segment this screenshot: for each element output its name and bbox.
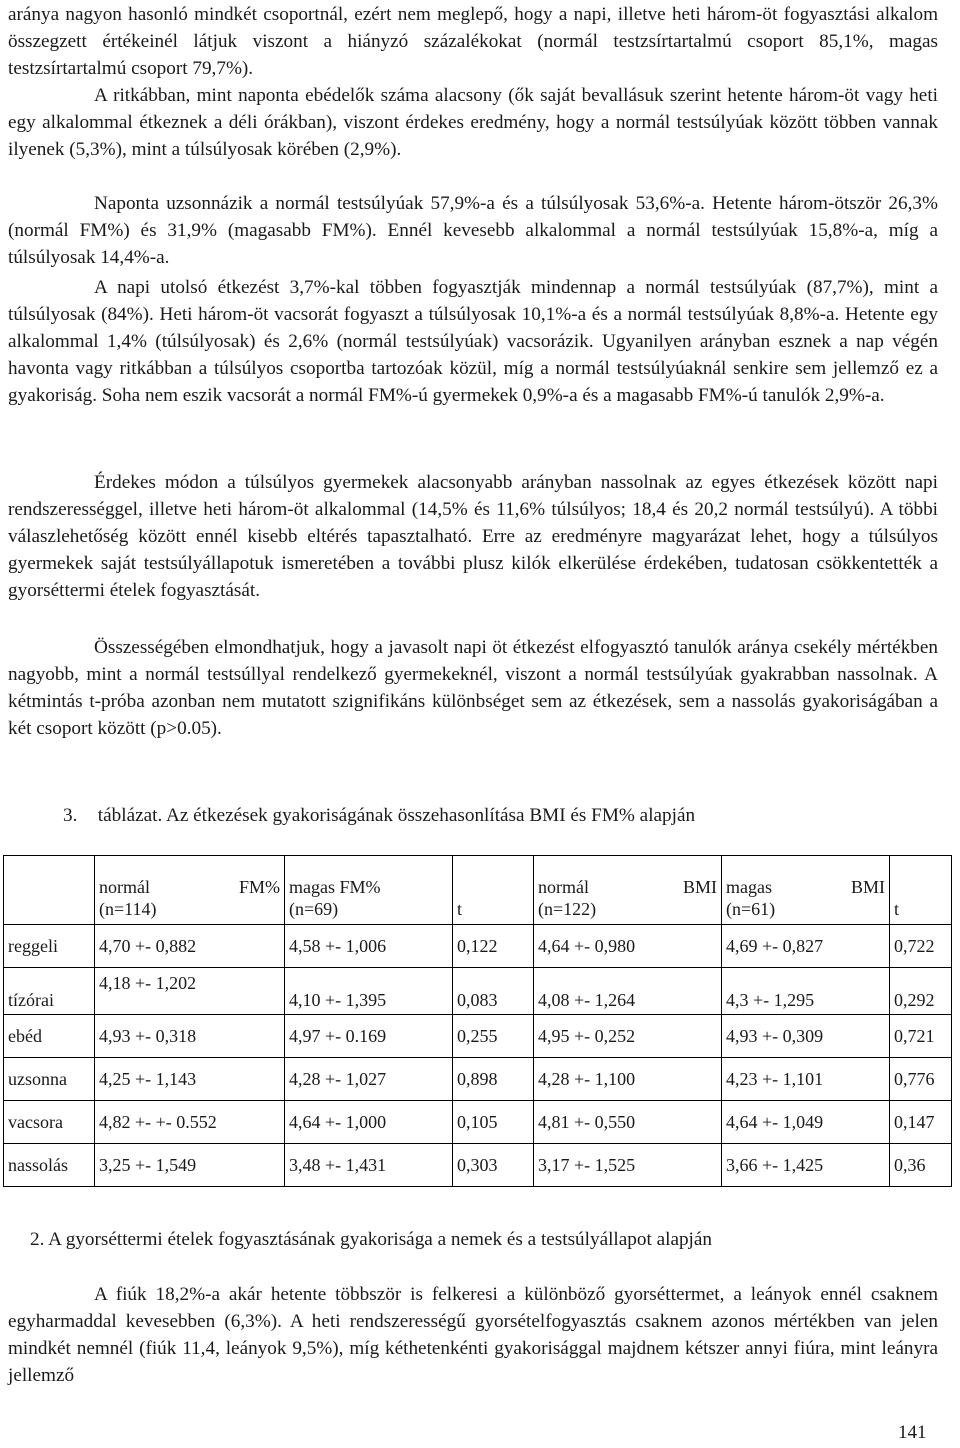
table-row-label: uzsonna bbox=[4, 1058, 95, 1101]
table-cell: 0,292 bbox=[890, 968, 952, 1015]
table-cell: 4,08 +- 1,264 bbox=[534, 968, 722, 1015]
table-cell: 0,36 bbox=[890, 1144, 952, 1187]
table-cell: 4,64 +- 0,980 bbox=[534, 925, 722, 968]
paragraph-4: A napi utolsó étkezést 3,7%-kal többen fogyasztják mindennap a normál testsúlyúak (87,7%), mint a túlsúlyosak (84%). Heti három-öt vacsorát fogyaszt a túlsúlyosak 10,1%-a és a normál testsúlyúak 8,8%-a. Hetente egy alkalommal 1,4% (túlsúlyosak) és 2,6% (normál testsúlyúak) vacsorázik. Ugyanilyen arányban esznek a nap végén havonta vagy ritkábban a túlsúlyos csoportba tartozóak közül, míg a normál testsúlyúaknál senkire sem jellemző ez a gyakoriság. Soha nem eszik vacsorát a normál FM%-ú gyermekek 0,9%-a és a magasabb FM%-ú tanulók 2,9%-a. bbox=[8, 277, 938, 406]
header-cell: normál BMI (n=122) bbox=[534, 856, 722, 925]
table-cell: 4,97 +- 0.169 bbox=[285, 1015, 453, 1058]
table-row bbox=[4, 968, 952, 1015]
header-cell: magas FM% (n=69) bbox=[285, 856, 453, 925]
table-cell: 3,17 +- 1,525 bbox=[534, 1144, 722, 1187]
header-cell: t bbox=[890, 856, 952, 925]
table-row-label: tízórai bbox=[4, 968, 95, 1015]
table-caption-number: 3. bbox=[63, 805, 78, 826]
table-cell: 4,64 +- 1,049 bbox=[722, 1101, 890, 1144]
header-empty-cell bbox=[4, 856, 95, 925]
table-cell: 3,48 +- 1,431 bbox=[285, 1144, 453, 1187]
table-row-label: ebéd bbox=[4, 1015, 95, 1058]
table-cell: 4,25 +- 1,143 bbox=[95, 1058, 285, 1101]
table-cell: 0,721 bbox=[890, 1015, 952, 1058]
paragraph-7: A fiúk 18,2%-a akár hetente többször is felkeresi a különböző gyorséttermet, a leányok ennél csaknem egyharmaddal kevesebben (6,3%). A heti rendszerességű gyorsételfogyasztás csaknem azonos mértékben van jelen mindkét nemnél (fiúk 11,4, leányok 9,5%), míg kéthetenkénti gyakorisággal majdnem kétszer annyi fiúra, mint leányra jellemző bbox=[8, 1284, 938, 1386]
table-row-label: vacsora bbox=[4, 1101, 95, 1144]
table-cell: 4,64 +- 1,000 bbox=[285, 1101, 453, 1144]
table-caption-text: táblázat. Az étkezések gyakoriságának összehasonlítása BMI és FM% alapján bbox=[97, 805, 696, 826]
table-row-label: nassolás bbox=[4, 1144, 95, 1187]
table-cell: 4,3 +- 1,295 bbox=[722, 968, 890, 1015]
table-cell: 4,28 +- 1,100 bbox=[534, 1058, 722, 1101]
table-cell: 0,105 bbox=[453, 1101, 534, 1144]
table-cell: 0,722 bbox=[890, 925, 952, 968]
table-cell: 0,898 bbox=[453, 1058, 534, 1101]
table-row bbox=[4, 1058, 952, 1101]
table-cell: 4,93 +- 0,318 bbox=[95, 1015, 285, 1058]
paragraph-2: A ritkábban, mint naponta ebédelők száma alacsony (ők saját bevallásuk szerint hetente három-öt vagy heti egy alkalommal étkeznek a déli órákban), viszont érdekes eredmény, hogy a normál testsúlyúak között többen vannak ilyenek (5,3%), mint a túlsúlyosak körében (2,9%). bbox=[8, 85, 938, 160]
table-row bbox=[4, 1144, 952, 1187]
table-row bbox=[4, 925, 952, 968]
table-cell: 0,303 bbox=[453, 1144, 534, 1187]
table-cell: 0,776 bbox=[890, 1058, 952, 1101]
table-header-row bbox=[4, 856, 952, 925]
table-caption bbox=[63, 802, 695, 829]
header-cell: normál FM% (n=114) bbox=[95, 856, 285, 925]
table-cell: 0,083 bbox=[453, 968, 534, 1015]
comparison-table bbox=[3, 855, 952, 1187]
table-cell: 4,23 +- 1,101 bbox=[722, 1058, 890, 1101]
table-cell: 4,58 +- 1,006 bbox=[285, 925, 453, 968]
table-cell: 4,18 +- 1,202 bbox=[95, 968, 285, 1015]
paragraph-5: Érdekes módon a túlsúlyos gyermekek alacsonyabb arányban nassolnak az egyes étkezések között napi rendszerességgel, illetve heti három-öt alkalommal (14,5% és 11,6% túlsúlyos; 18,4 és 20,2 normál testsúlyú). A többi válaszlehetőség között ennél kisebb eltérés tapasztalható. Erre az eredményre magyarázat lehet, hogy a túlsúlyos gyermekek saját testsúlyállapotuk ismeretében a további plusz kilók elkerülése érdekében, tudatosan csökkentették a gyorséttermi ételek fogyasztását. bbox=[8, 472, 938, 601]
header-cell: magas BMI (n=61) bbox=[722, 856, 890, 925]
table-cell: 0,255 bbox=[453, 1015, 534, 1058]
table-cell: 3,66 +- 1,425 bbox=[722, 1144, 890, 1187]
table-cell: 0,147 bbox=[890, 1101, 952, 1144]
page-number: 141 bbox=[898, 1422, 927, 1443]
header-cell: t bbox=[453, 856, 534, 925]
table-row bbox=[4, 1101, 952, 1144]
table-cell: 0,122 bbox=[453, 925, 534, 968]
table-cell: 4,82 +- +- 0.552 bbox=[95, 1101, 285, 1144]
table-cell: 4,70 +- 0,882 bbox=[95, 925, 285, 968]
table-cell: 4,93 +- 0,309 bbox=[722, 1015, 890, 1058]
table-cell: 3,25 +- 1,549 bbox=[95, 1144, 285, 1187]
table-row-label: reggeli bbox=[4, 925, 95, 968]
table-cell: 4,28 +- 1,027 bbox=[285, 1058, 453, 1101]
paragraph-1: aránya nagyon hasonló mindkét csoportnál, ezért nem meglepő, hogy a napi, illetve heti három-öt fogyasztási alkalom összegzett értékeinél látjuk viszont a hiányzó százalékokat (normál testzsírtartalmú csoport 85,1%, magas testzsírtartalmú csoport 79,7%). bbox=[8, 4, 938, 79]
table-cell: 4,10 +- 1,395 bbox=[285, 968, 453, 1015]
table-row bbox=[4, 1015, 952, 1058]
paragraph-3: Naponta uzsonnázik a normál testsúlyúak 57,9%-a és a túlsúlyosak 53,6%-a. Hetente három-ötször 26,3% (normál FM%) és 31,9% (magasabb FM%). Ennél kevesebb alkalommal a normál testsúlyúak 15,8%-a, míg a túlsúlyosak 14,4%-a. bbox=[8, 193, 938, 268]
table-cell: 4,95 +- 0,252 bbox=[534, 1015, 722, 1058]
table-cell: 4,81 +- 0,550 bbox=[534, 1101, 722, 1144]
table-cell: 4,69 +- 0,827 bbox=[722, 925, 890, 968]
section-heading: 2. A gyorséttermi ételek fogyasztásának gyakorisága a nemek és a testsúlyállapot alapján bbox=[30, 1229, 712, 1250]
paragraph-6: Összességében elmondhatjuk, hogy a javasolt napi öt étkezést elfogyasztó tanulók aránya csekély mértékben nagyobb, mint a normál testsúllyal rendelkező gyermekeknél, viszont a normál testsúlyúak gyakrabban nassolnak. A kétmintás t-próba azonban nem mutatott szignifikáns különbséget sem az étkezések, sem a nassolás gyakoriságában a két csoport között (p>0.05). bbox=[8, 637, 938, 739]
